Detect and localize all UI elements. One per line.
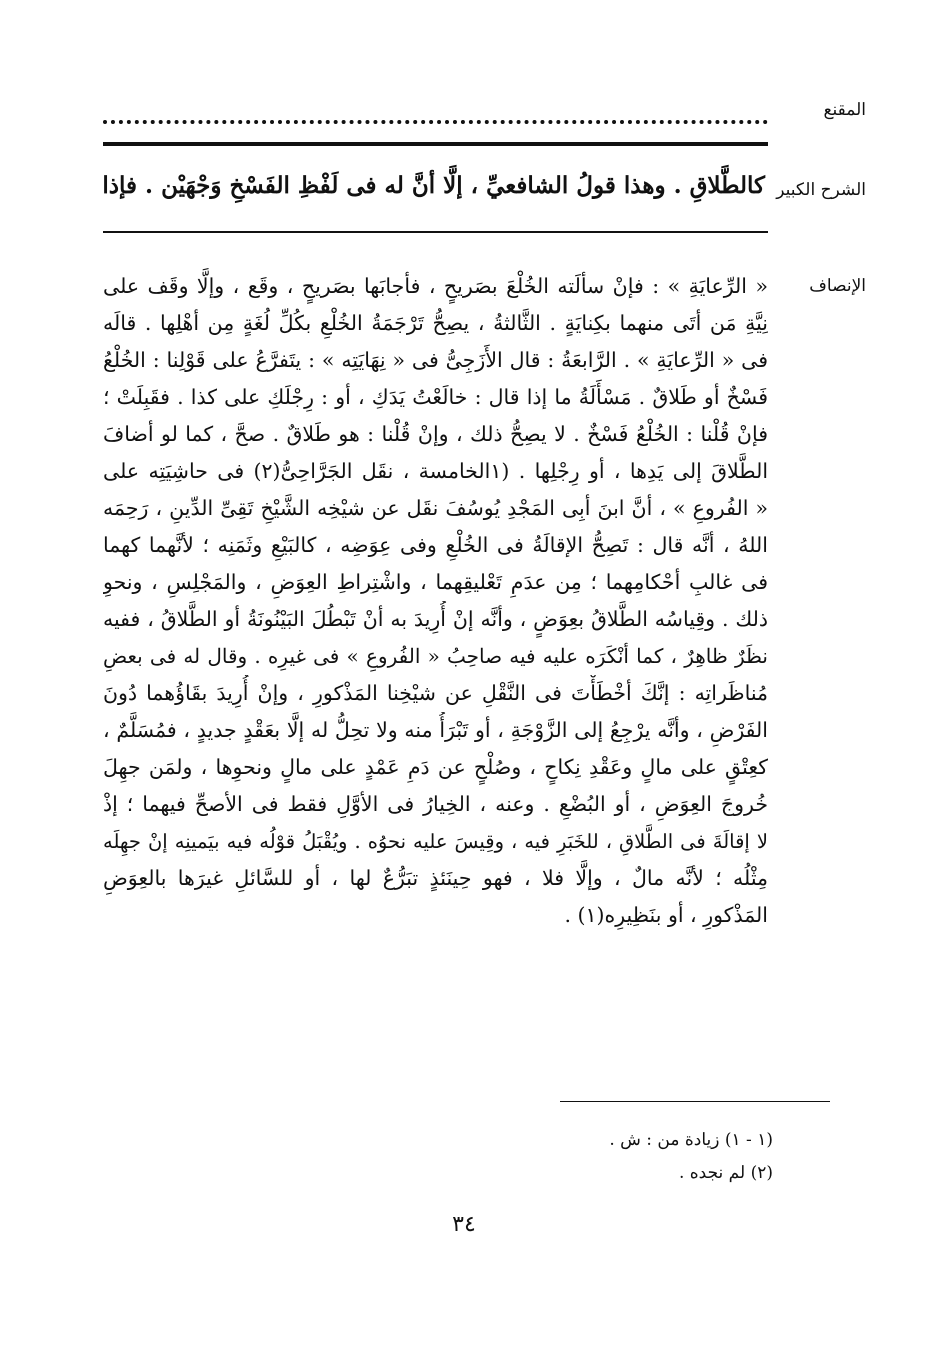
text-line: الفَرْضِ ، وأنَّه يرْجِعُ إلى الزَّوْجَةِ ، أو تَبْرَأُ منه ولا تحِلُّ له إلَّا بعَقْدٍ جديدٍ ، فمُسَلَّمٌ ،	[103, 718, 768, 742]
footnotes	[273, 1124, 773, 1190]
footnote-separator	[560, 1101, 830, 1102]
text-line: فى « الرِّعايَةِ » . الرَّابعَةُ : قال الأَزَجِىُّ فى « نِهَايَتِه » : يتَفرَّعُ على قَوْلِنا : الخُلْعُ	[103, 348, 768, 372]
text-line: مُناظَراتِه : إنَّكَ أخْطَأْتَ فى النَّقْلِ عن شيْخِنا المَذْكورِ ، وإنْ أُرِيدَ بقَاؤُهما دُونَ	[103, 681, 768, 705]
insaf-body	[103, 268, 768, 934]
text-line: لا إقالَةَ فى الطَّلاقِ ، للخَبَرِ فيه ، وقِيسَ عليه نحوُه . ويُقْبَلُ قوْلُه فيه بيَمينِه إنْ جهِلَه	[103, 830, 768, 853]
text-line: نِيَّةِ مَن أتَى منهما بكِنايَةٍ . الثَّالثةُ ، يصِحُّ تَرْجَمَةُ الخُلْعِ بكُلِّ لُغَةٍ مِن أهْلِها . قالَه	[103, 311, 768, 335]
text-line: الطَّلاقَ إلى يَدِها ، أو رِجْلِها . (١الخامسة ، نقَل الجَرَّاحِىُّ(٢) فى حاشِيَتِه على	[103, 459, 768, 483]
text-line: كعِتْقٍ على مالٍ وعَقْدِ نِكاحٍ ، وصُلْحٍ عن دَمِ عَمْدٍ على مالٍ ونحوِها ، ولمَن جهِلَ	[103, 755, 768, 779]
header-dotted-rule	[103, 104, 768, 124]
text-line: فى غالبِ أحْكامِهما ؛ مِن عدَمِ تَعْليقِهما ، واشْتِراطِ العِوَضِ ، والمَجْلِسِ ، ونحوِ	[103, 570, 768, 594]
commentary-rule	[103, 231, 768, 233]
insaf-label: الإنصاف	[809, 276, 866, 296]
text-line: خُروجَ العِوَضِ ، أو البُضْعِ . وعنه ، الخِيارُ فى الأوَّلِ فقط فى الأصحِّ فيهما ؛ إذْ	[103, 792, 768, 816]
footnote: (١ - ١) زيادة من : ش .	[609, 1130, 773, 1150]
header-thick-rule	[103, 142, 768, 146]
text-line: فَسْخٌ أو طَلاقٌ . مَسْأَلَةُ ما إذا قال : خالَعْتُ يَدَكِ ، أو : رِجْلَكِ على كذا . فقَبِلَتْ ؛	[103, 385, 768, 409]
text-line: فإنْ قُلْنا : الخُلْعُ فَسْخٌ . لا يصِحُّ ذلك ، وإنْ قُلْنا : هو طَلاقٌ . صحَّ ، كما لو أضافَ	[103, 422, 768, 446]
text-line: اللهُ ، أنَّه قال : تَصِحُّ الإقالَةُ فى الخُلْعِ وفى عِوَضِه ، كالبَيْعِ وثَمَنِه ؛ لأنَّهما كهما	[103, 533, 768, 557]
text-line: « الفُروعِ » ، أنَّ ابنَ أبِى المَجْدِ يُوسُفَ نقَل عن شيْخِه الشَّيْخِ تَقِىِّ الدِّينِ ، رَحِمَه	[103, 496, 768, 520]
commentary-text: كالطَّلاقِ . وهذا قولُ الشافعيِّ ، إلَّا أنَّ له فى لَفْظِ الفَسْخِ وَجْهَيْن . فإذا	[102, 172, 765, 199]
text-line: المَذْكورِ ، أو بنَظِيرِه(١) .	[564, 903, 768, 927]
text-line: مِثْلُه ؛ لأنَّه مالٌ ، وإلَّا فلا ، فهو حِينَئذٍ تبَرُّعٌ لها ، أو للسَّائلِ غيرَها بالعِوَضِ	[103, 866, 768, 890]
text-line: ذلك . وقِياسُه الطَّلاقُ بعِوَضٍ ، وأنَّه إنْ أُرِيدَ به أنْ تَبْطُلَ البَيْنُونَةُ أو الطَّلاقُ ، ففيه	[103, 607, 768, 631]
text-line: « الرِّعايَةِ » : فإنْ سألَته الخُلْعَ بصَريحٍ ، فأجابَها بصَريحٍ ، وقَع ، وإلَّا وقَف على	[103, 274, 768, 298]
header-title: المقنع	[823, 100, 866, 120]
footnote: (٢) لم نجده .	[678, 1163, 773, 1183]
commentary-label: الشرح الكبير	[776, 180, 866, 200]
text-line: نظَرٌ ظاهِرٌ ، كما أنْكَرَه عليه فيه صاحِبُ « الفُروعِ » فى غيرِه . وقال له فى بعضِ	[103, 644, 768, 668]
page-number: ٣٤	[452, 1212, 476, 1237]
